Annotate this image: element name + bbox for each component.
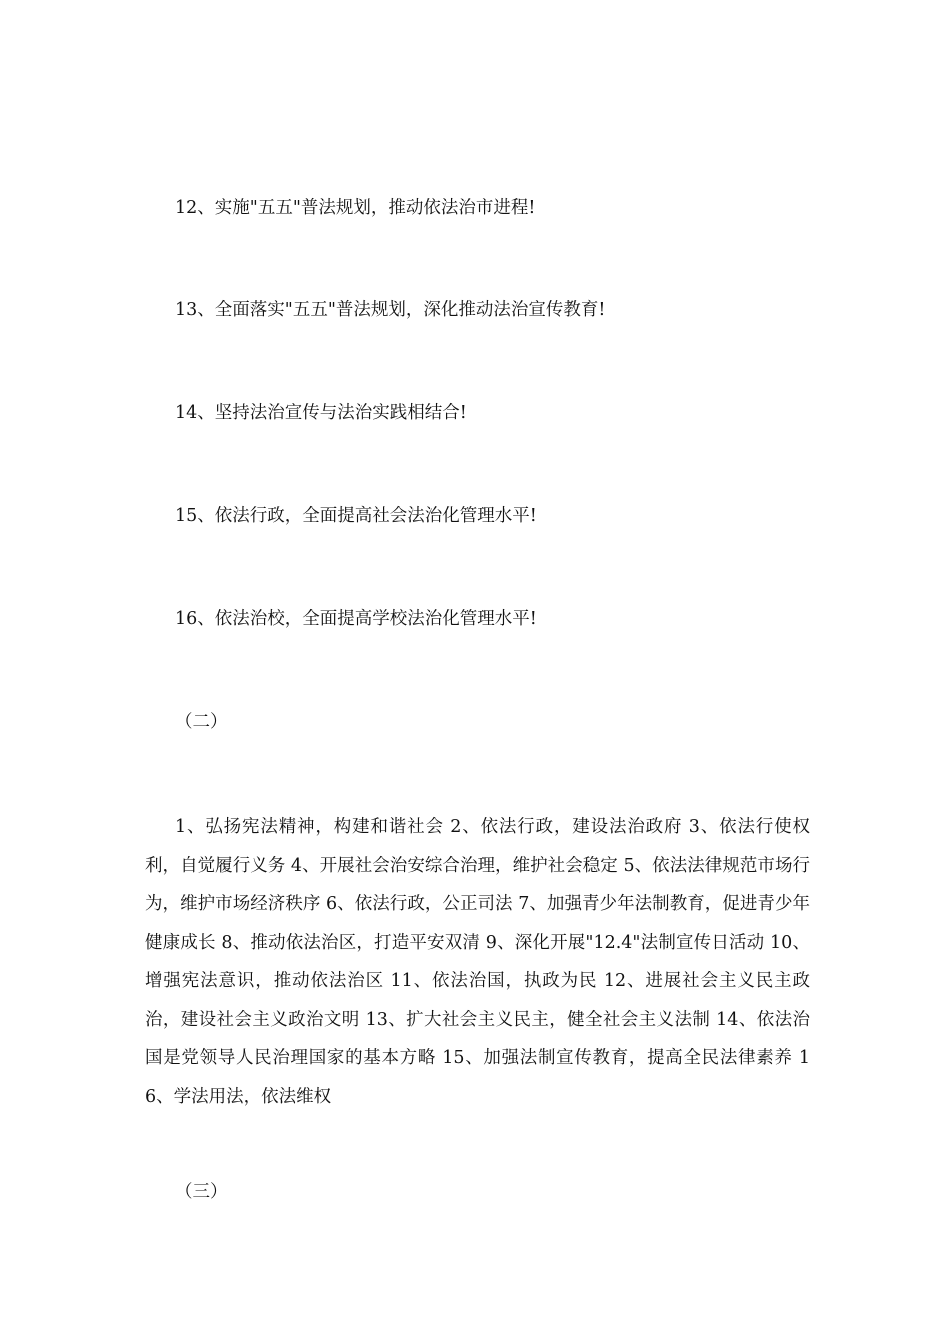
slogan-item-13: 13、全面落实"五五"普法规划，深化推动法治宣传教育! xyxy=(175,300,606,320)
slogan-item-16: 16、依法治校，全面提高学校法治化管理水平! xyxy=(175,609,537,629)
slogan-item-14: 14、坚持法治宣传与法治实践相结合! xyxy=(175,403,467,423)
slogan-item-12: 12、实施"五五"普法规划，推动依法治市进程! xyxy=(175,198,536,218)
slogan-item-15: 15、依法行政，全面提高社会法治化管理水平! xyxy=(175,506,537,526)
section-heading-3: （三） xyxy=(175,1182,228,1202)
section-2-paragraph: 1、弘扬宪法精神，构建和谐社会 2、依法行政，建设法治政府 3、依法行使权利，自觉履行义务 4、开展社会治安综合治理，维护社会稳定 5、依法法律规范市场行为，维护市场经济秩序 6、依法行政，公正司法 7、加强青少年法制教育，促进青少年健康成长 8、推动依法治区，打造平安双清 9、深化开展"12.4"法制宣传日活动 10、增强宪法意识，推动依法治区 11、依法治国，执政为民 12、进展社会主义民主政治，建设社会主义政治文明 13、扩大社会主义民主，健全社会主义法制 14、依法治国是党领导人民治理国家的基本方略 15、加强法制宣传教育，提高全民法律素养 16、学法用法，依法维权 xyxy=(145,817,810,1107)
section-heading-2: （二） xyxy=(175,712,228,732)
